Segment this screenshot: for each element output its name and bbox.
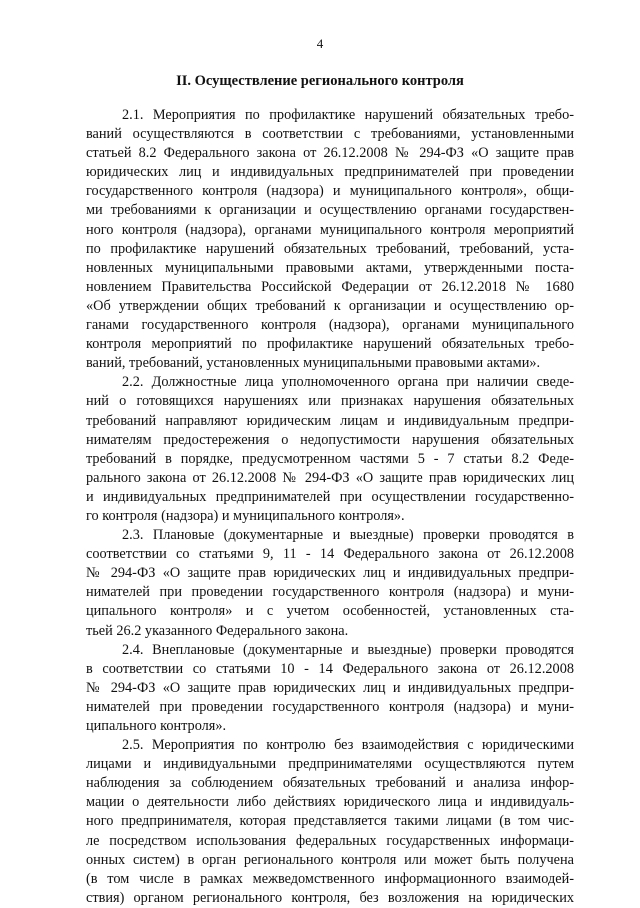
text-line: рального закона от 26.12.2008 № 294-ФЗ «О защите прав юридических лиц [86, 469, 574, 486]
page-number: 4 [316, 36, 324, 51]
paragraph [86, 641, 574, 736]
paragraph [86, 106, 574, 373]
text-line: соответствии со статьями 9, 11 - 14 Федерального закона от 26.12.2008 [86, 546, 574, 563]
text-line: нимателей при проведении государственного контроля (надзора) и муни- [86, 584, 574, 601]
text-line: нимателям предостережения о недопустимости нарушения обязательных [86, 431, 574, 448]
paragraph [86, 373, 574, 526]
paragraph [86, 526, 574, 641]
text-line: 2.5. Мероприятия по контролю без взаимодействия с юридическими [122, 737, 574, 754]
body-text [86, 106, 574, 908]
text-line: 2.1. Мероприятия по профилактике нарушений обязательных требо- [122, 107, 574, 123]
text-line: ми требованиями к организации и осуществлению органами государствен- [86, 202, 574, 219]
text-line: «Об утверждении общих требований к организации и осуществлению ор- [86, 297, 574, 314]
text-line: ствия) органом регионального контроля, без возложения на юридических [86, 889, 574, 906]
text-line: контроля мероприятий по профилактике нарушений обязательных требо- [86, 336, 574, 353]
text-line: (в том числе в рамках межведомственного информационного взаимодей- [86, 870, 574, 887]
text-line: нимателей при проведении государственного контроля (надзора) и муни- [86, 698, 574, 715]
text-line: юридических лиц и индивидуальных предпринимателей при проведении [86, 164, 574, 181]
text-line: 2.3. Плановые (документарные и выездные) проверки проводятся в [122, 527, 574, 544]
text-line: новленных муниципальными правовыми актами, утвержденными поста- [86, 259, 574, 276]
text-line: ципального контроля». [86, 718, 227, 734]
text-line: ле посредством использования федеральных государственных информаци- [86, 832, 574, 849]
text-line: ного предпринимателя, которая представляется такими лицами (в том чис- [86, 813, 574, 830]
text-line: № 294-ФЗ «О защите прав юридических лиц и индивидуальных предпри- [86, 565, 574, 582]
text-line: ципального контроля» и с учетом особенностей, установленных ста- [86, 603, 574, 620]
text-line: № 294-ФЗ «О защите прав юридических лиц и индивидуальных предпри- [86, 679, 574, 696]
text-line: тьей 26.2 указанного Федерального закона. [86, 622, 349, 639]
text-line: го контроля (надзора) и муниципального контроля». [86, 507, 405, 524]
text-line: и индивидуальных предпринимателей при осуществлении государственно- [86, 488, 574, 505]
text-line: ганами государственного контроля (надзора), органами муниципального [86, 317, 574, 334]
text-line: лицами и индивидуальными предпринимателями осуществляются путем [86, 756, 574, 773]
text-line: мации о деятельности либо действиях юридического лица и индивидуаль- [86, 794, 574, 811]
text-line: ваний осуществляются в соответствии с требованиями, установленными [86, 126, 574, 143]
text-line: ваний, требований, установленных муниципальными правовыми актами». [86, 355, 541, 372]
text-line: статьей 8.2 Федерального закона от 26.12.2008 № 294-ФЗ «О защите прав [86, 145, 574, 162]
text-line: по профилактике нарушений обязательных требований, требований, уста- [86, 240, 574, 257]
text-line: 2.4. Внеплановые (документарные и выездные) проверки проводятся [122, 641, 574, 658]
section-title: II. Осуществление регионального контроля [176, 73, 464, 89]
text-line: ний о готовящихся нарушениях или признаках нарушения обязательных [86, 393, 574, 410]
text-line: в соответствии со статьями 10 - 14 Федерального закона от 26.12.2008 [86, 660, 574, 677]
text-line: государственного контроля (надзора) и муниципального контроля», общи- [86, 183, 574, 200]
text-line: ного контроля (надзора), органами муниципального контроля мероприятий [86, 221, 574, 238]
text-line: онных систем) в орган регионального контроля или может быть получена [86, 851, 574, 868]
paragraph [86, 736, 574, 908]
text-line: требований в порядке, предусмотренном частями 5 - 7 статьи 8.2 Феде- [86, 450, 574, 467]
text-line: требований направляют юридическим лицам и индивидуальным предпри- [86, 412, 574, 429]
text-line: 2.2. Должностные лица уполномоченного органа при наличии сведе- [122, 374, 574, 391]
text-line: наблюдения за соблюдением обязательных требований и анализа инфор- [86, 775, 574, 792]
text-line: новлением Правительства Российской Федерации от 26.12.2018 № 1680 [86, 278, 574, 295]
